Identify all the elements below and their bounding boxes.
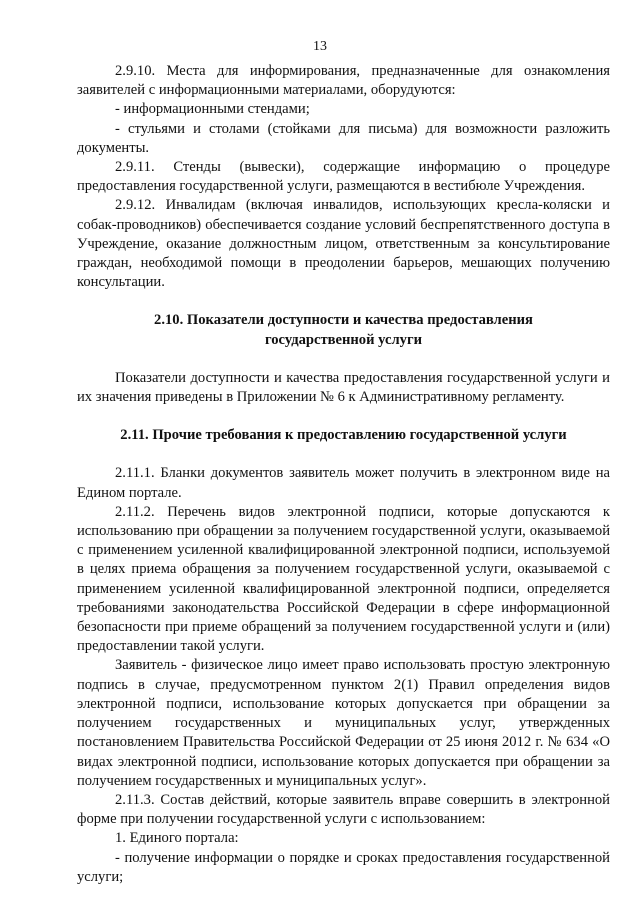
list-item-chairs-tables: - стульями и столами (стойками для письма) для возможности разложить документы.	[77, 120, 610, 156]
page-number: 13	[313, 39, 327, 54]
paragraph-2-11-2: 2.11.2. Перечень видов электронной подписи, которые допускаются к использованию при обращении за получением государственной услуги, оказываемой с применением усиленной квалифицированной электронной подписи, используемой в целях приема обращения за получением государственной услуги, оказываемой с применением усиленной квалифицированной электронной подписи, определяется требованиями законодательства Российской Федерации в сфере информационной безопасности при приеме обращений за получением государственной услуги и (или) предоставлении такой услуги.	[77, 503, 610, 655]
paragraph-2-9-11: 2.9.11. Стенды (вывески), содержащие информацию о процедуре предоставления государственной услуги, размещаются в вестибюле Учреждения.	[77, 159, 610, 195]
section-heading-2-10	[77, 311, 610, 349]
list-item-stands: - информационными стендами;	[115, 101, 310, 118]
document-body	[77, 62, 610, 887]
list-item-unified-portal: 1. Единого портала:	[115, 830, 239, 847]
paragraph-2-9-12: 2.9.12. Инвалидам (включая инвалидов, использующих кресла-коляски и собак-проводников) обеспечивается создание условий беспрепятственного доступа в Учреждение, оказание должностным лицом, ответственным за консультирование граждан, необходимой помощи в преодолении барьеров, мешающих получению консультации.	[77, 197, 610, 291]
section-heading-2-10-line2: государственной услуги	[264, 331, 423, 348]
section-heading-2-10-line1: 2.10. Показатели доступности и качества предоставления	[154, 312, 533, 329]
paragraph-simple-signature: Заявитель - физическое лицо имеет право использовать простую электронную подпись в случае, предусмотренном пунктом 2(1) Правил определения видов электронной подписи, использование которых допускается при обращении за получением государственных и муниципальных услуг, утвержденных постановлением Правительства Российской Федерации от 25 июня 2012 г. № 634 «О видах электронной подписи, использование которых допускается при обращении за получением государственных и муниципальных услуг».	[77, 657, 610, 789]
paragraph-2-10: Показатели доступности и качества предоставления государственной услуги и их значения приведены в Приложении № 6 к Административному регламенту.	[77, 369, 610, 406]
paragraph-2-11-3: 2.11.3. Состав действий, которые заявитель вправе совершить в электронной форме при получении государственной услуги с использованием:	[77, 791, 610, 828]
paragraph-2-11-1: 2.11.1. Бланки документов заявитель может получить в электронном виде на Едином портале.	[77, 465, 610, 501]
list-item-get-information: - получение информации о порядке и сроках предоставления государственной услуги;	[77, 849, 610, 885]
section-heading-2-11: 2.11. Прочие требования к предоставлению государственной услуги	[120, 427, 567, 444]
paragraph-2-9-10: 2.9.10. Места для информирования, предназначенные для ознакомления заявителей с информационными материалами, оборудуются:	[77, 63, 610, 99]
